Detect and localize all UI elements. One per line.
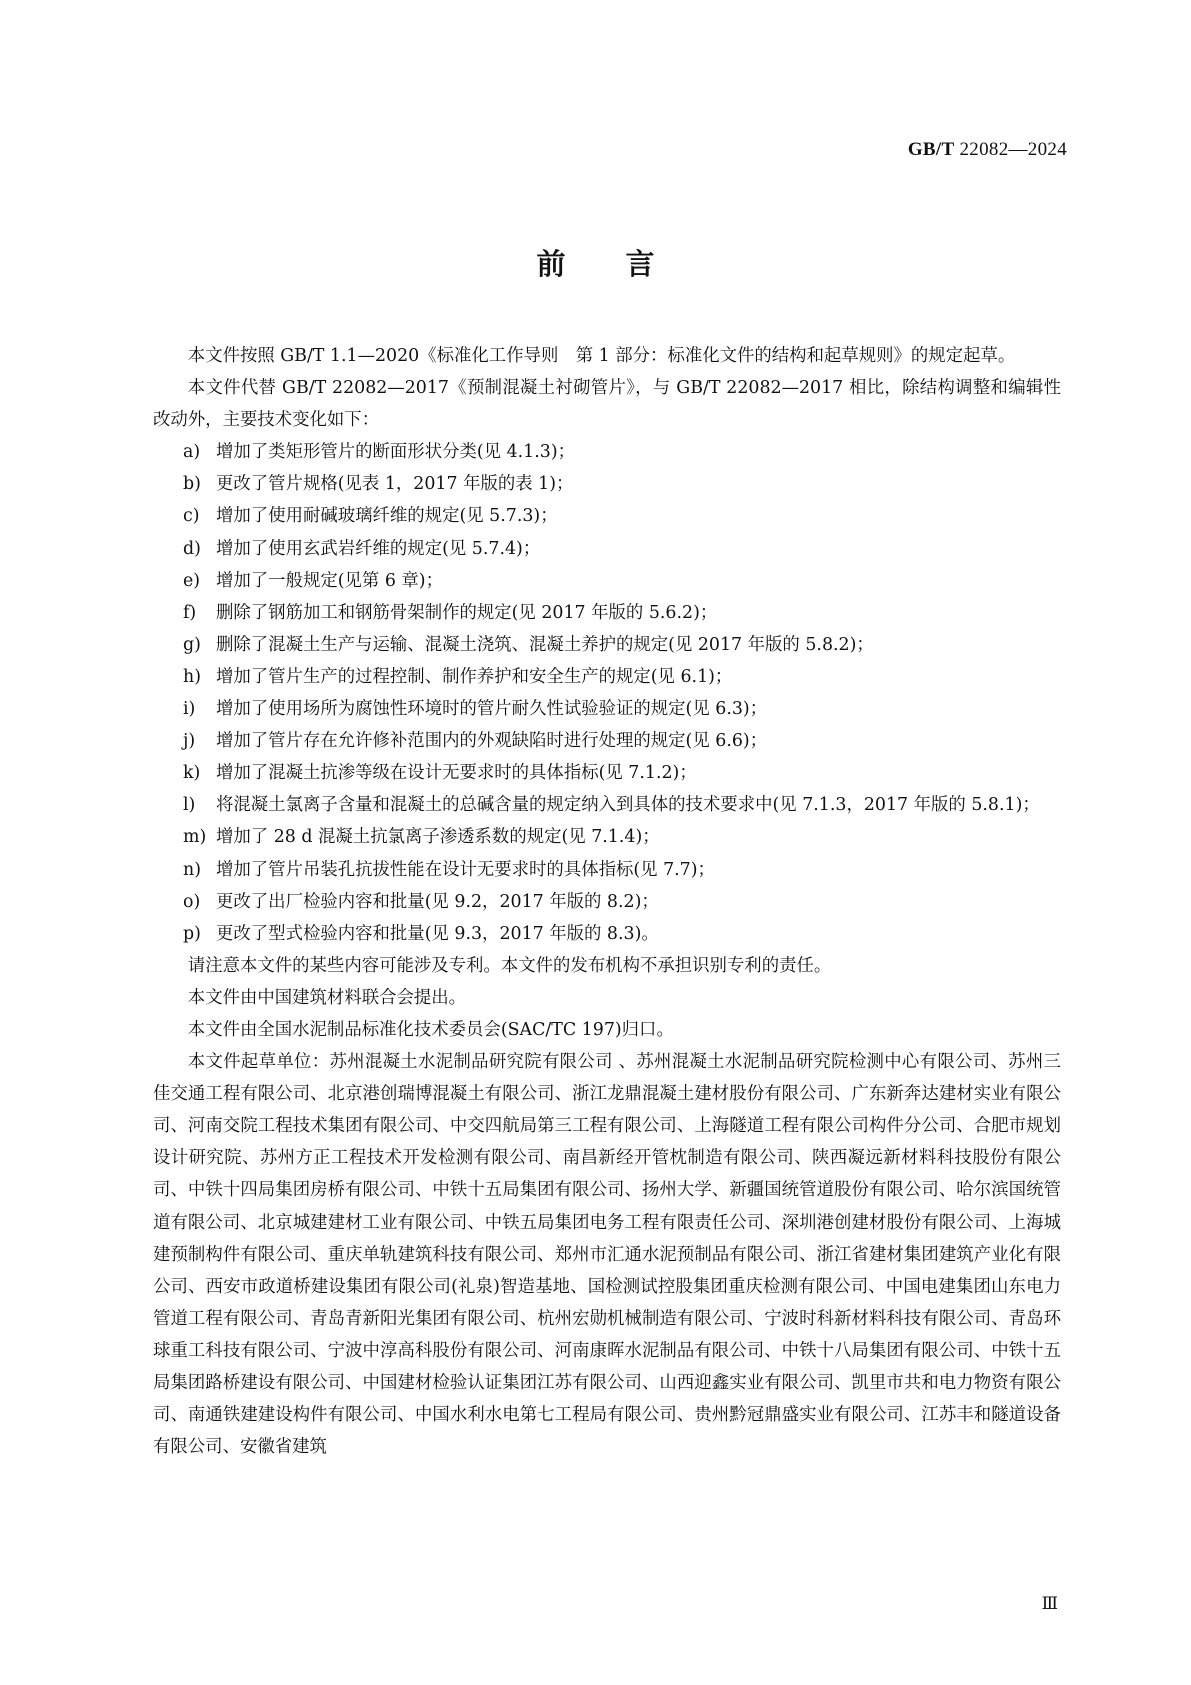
list-marker: m) [183, 827, 207, 848]
list-item-text: 增加了 28 d 混凝土抗氯离子渗透系数的规定(见 7.1.4)； [216, 827, 660, 848]
list-marker: a) [183, 442, 201, 463]
list-marker: c) [183, 506, 200, 527]
list-marker: p) [183, 923, 201, 944]
list-item [153, 821, 1061, 853]
drafting-units: 本文件起草单位：苏州混凝土水泥制品研究院有限公司 、苏州混凝土水泥制品研究院检测中心有限公司、苏州三佳交通工程有限公司、北京港创瑞博混凝土有限公司、浙江龙鼎混凝土建材股份有限公司、广东新奔达建材实业有限公司、河南交院工程技术集团有限公司、中交四航局第三工程有限公司、上海隧道工程有限公司构件分公司、合肥市规划设计研究院、苏州方正工程技术开发检测有限公司、南昌新经开管枕制造有限公司、陕西凝远新材料科技股份有限公司、中铁十四局集团房桥有限公司、中铁十五局集团有限公司、扬州大学、新疆国统管道股份有限公司、哈尔滨国统管道有限公司、北京城建建材工业有限公司、中铁五局集团电务工程有限责任公司、深圳港创建材股份有限公司、上海城建预制构件有限公司、重庆单轨建筑科技有限公司、郑州市汇通水泥预制品有限公司、浙江省建材集团建筑产业化有限公司、西安市政道桥建设集团有限公司(礼泉)智造基地、国检测试控股集团重庆检测有限公司、中国电建集团山东电力管道工程有限公司、青岛青新阳光集团有限公司、杭州宏勋机械制造有限公司、宁波时科新材料科技有限公司、青岛环球重工科技有限公司、宁波中淳高科股份有限公司、河南康晖水泥制品有限公司、中铁十八局集团有限公司、中铁十五局集团路桥建设有限公司、中国建材检验认证集团江苏有限公司、山西迎鑫实业有限公司、凯里市共和电力物资有限公司、南通铁建建设构件有限公司、中国水利水电第七工程局有限公司、贵州黔冠鼎盛实业有限公司、江苏丰和隧道设备有限公司、安徽省建筑 [153, 1052, 1061, 1458]
list-marker: k) [183, 763, 201, 784]
patent-notice: 请注意本文件的某些内容可能涉及专利。本文件的发布机构不承担识别专利的责任。 [187, 955, 832, 976]
list-marker: o) [183, 891, 201, 912]
committee-statement: 本文件由全国水泥制品标准化技术委员会(SAC/TC 197)归口。 [187, 1019, 674, 1040]
list-item-text: 增加了管片吊装孔抗拔性能在设计无要求时的具体指标(见 7.7)； [216, 859, 715, 880]
standard-code-number: 22082—2024 [959, 139, 1067, 160]
list-item-text: 更改了型式检验内容和批量(见 9.3，2017 年版的 8.3)。 [216, 923, 659, 944]
intro-paragraph: 本文件代替 GB/T 22082—2017《预制混凝土衬砌管片》，与 GB/T 22082—2017 相比，除结构调整和编辑性改动外，主要技术变化如下： [153, 378, 1061, 431]
list-item-text: 增加了使用耐碱玻璃纤维的规定(见 5.7.3)； [216, 506, 558, 527]
list-marker: l) [183, 795, 196, 816]
list-marker: j) [183, 731, 196, 752]
list-item-text: 增加了使用玄武岩纤维的规定(见 5.7.4)； [216, 538, 541, 559]
list-item-text: 增加了管片生产的过程控制、制作养护和安全生产的规定(见 6.1)； [216, 666, 733, 687]
list-item-text: 增加了管片存在允许修补范围内的外观缺陷时进行处理的规定(见 6.6)； [216, 731, 768, 752]
page-title: 前言 [536, 247, 715, 281]
page-number: Ⅲ [1041, 1594, 1058, 1613]
list-item-text: 增加了混凝土抗渗等级在设计无要求时的具体指标(见 7.1.2)； [216, 763, 697, 784]
list-item-text: 更改了出厂检验内容和批量(见 9.2，2017 年版的 8.2)； [216, 891, 659, 912]
list-item-text: 更改了管片规格(见表 1，2017 年版的表 1)； [216, 474, 574, 495]
list-marker: n) [183, 859, 201, 880]
list-item-text: 增加了一般规定(见第 6 章)； [216, 570, 443, 591]
list-item [153, 436, 1061, 468]
list-item [153, 918, 1061, 950]
list-item [153, 854, 1061, 886]
list-item [153, 629, 1061, 661]
list-item [153, 725, 1061, 757]
list-item-text: 增加了类矩形管片的断面形状分类(见 4.1.3)； [216, 442, 575, 463]
list-item [153, 789, 1061, 821]
change-list [153, 436, 1061, 950]
intro-paragraph: 本文件按照 GB/T 1.1—2020《标准化工作导则 第 1 部分：标准化文件的结构和起草规则》的规定起草。 [187, 346, 1016, 366]
list-marker: d) [183, 538, 201, 559]
list-item [153, 468, 1061, 500]
list-marker: h) [183, 666, 201, 687]
proposer-statement: 本文件由中国建筑材料联合会提出。 [187, 987, 467, 1008]
list-item [153, 886, 1061, 918]
list-item [153, 693, 1061, 725]
list-item [153, 597, 1061, 629]
list-marker: i) [183, 699, 196, 720]
foreword-body [153, 340, 1061, 1463]
list-item-text: 删除了钢筋加工和钢筋骨架制作的规定(见 2017 年版的 5.6.2)； [216, 602, 718, 623]
standard-code [908, 139, 1067, 161]
list-item-text: 增加了使用场所为腐蚀性环境时的管片耐久性试验验证的规定(见 6.3)； [216, 699, 768, 720]
list-marker: f) [183, 602, 197, 623]
list-item-text: 将混凝土氯离子含量和混凝土的总碱含量的规定纳入到具体的技术要求中(见 7.1.3，2017 年版的 5.8.1)； [216, 795, 1040, 816]
list-marker: g) [183, 634, 201, 655]
list-item [153, 757, 1061, 789]
list-item-text: 删除了混凝土生产与运输、混凝土浇筑、混凝土养护的规定(见 2017 年版的 5.8.2)； [216, 634, 874, 655]
list-item [153, 661, 1061, 693]
list-marker: e) [183, 570, 201, 591]
list-marker: b) [183, 474, 201, 495]
standard-code-prefix: GB/T [907, 139, 955, 160]
list-item [153, 533, 1061, 565]
list-item [153, 500, 1061, 532]
list-item [153, 565, 1061, 597]
